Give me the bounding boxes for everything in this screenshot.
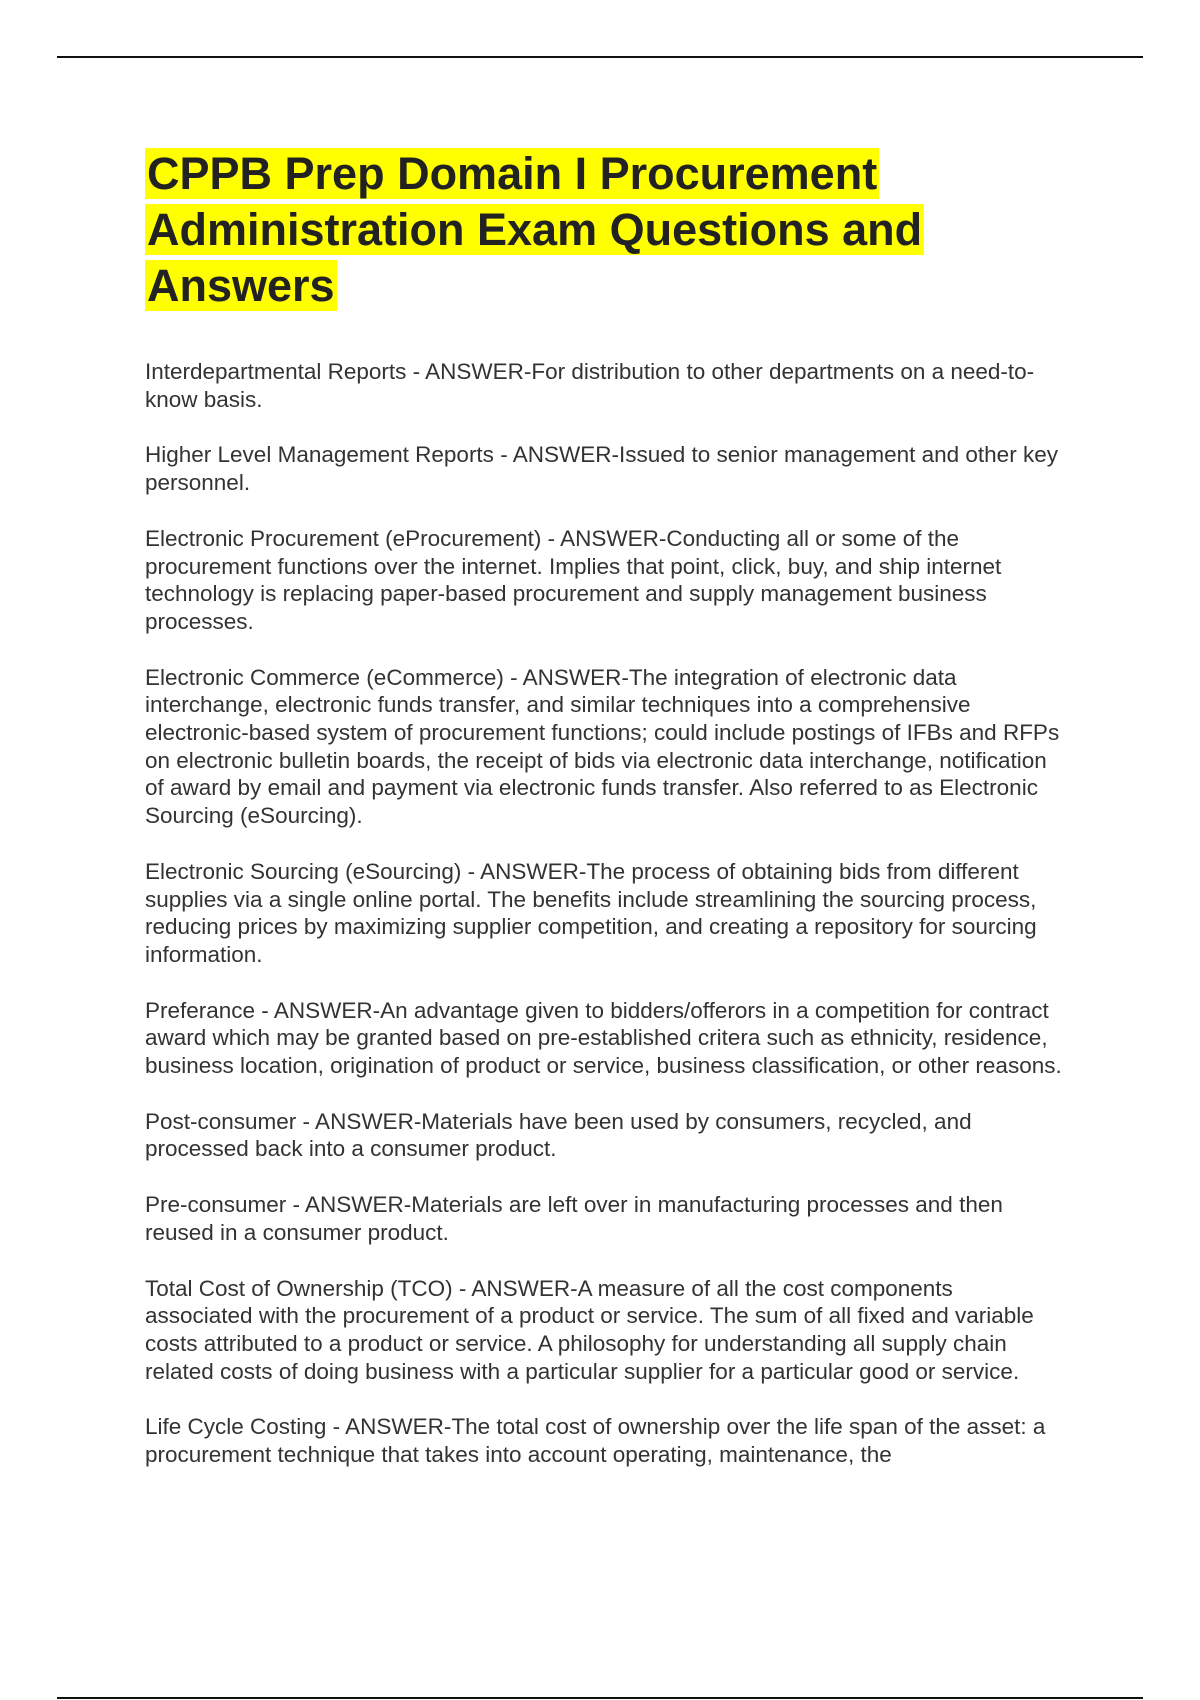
qa-list [145, 358, 1065, 1497]
qa-entry-ecommerce: Electronic Commerce (eCommerce) - ANSWER-The integration of electronic data interchange, electronic funds transfer, and similar techniques into a comprehensive electronic-based system of procurement functions; could include postings of IFBs and RFPs on electronic bulletin boards, the receipt of bids via electronic data interchange, notification of award by email and payment via electronic funds transfer. Also referred to as Electronic Sourcing (eSourcing). [145, 664, 1060, 829]
qa-entry-eprocurement: Electronic Procurement (eProcurement) - ANSWER-Conducting all or some of the procurement functions over the internet. Implies that point, click, buy, and ship internet technology is replacing paper-based procurement and supply management business processes. [145, 525, 1002, 634]
qa-entry-life-cycle-costing: Life Cycle Costing - ANSWER-The total cost of ownership over the life span of the asset: a procurement technique that takes into account operating, maintenance, the [145, 1414, 1046, 1468]
bottom-rule [57, 1697, 1143, 1699]
document-title [145, 146, 1065, 314]
qa-entry-total-cost-of-ownership: Total Cost of Ownership (TCO) - ANSWER-A measure of all the cost components associated with the procurement of a product or service. The sum of all fixed and variable costs attributed to a product or service. A philosophy for understanding all supply chain related costs of doing business with a particular supplier for a particular good or service. [145, 1275, 1034, 1384]
qa-entry-pre-consumer: Pre-consumer - ANSWER-Materials are left over in manufacturing processes and then reused in a consumer product. [145, 1192, 1003, 1245]
qa-entry-post-consumer: Post-consumer - ANSWER-Materials have been used by consumers, recycled, and processed back into a consumer product. [145, 1108, 972, 1162]
qa-entry-esourcing: Electronic Sourcing (eSourcing) - ANSWER-The process of obtaining bids from different supplies via a single online portal. The benefits include streamlining the sourcing process, reducing prices by maximizing supplier competition, and creating a repository for sourcing information. [145, 858, 1037, 967]
qa-entry-interdepartmental-reports: Interdepartmental Reports - ANSWER-For distribution to other departments on a need-to-know basis. [145, 359, 1035, 412]
top-rule [57, 56, 1143, 58]
qa-entry-higher-level-management-reports: Higher Level Management Reports - ANSWER-Issued to senior management and other key personnel. [145, 442, 1058, 496]
qa-entry-preferance: Preferance - ANSWER-An advantage given to bidders/offerors in a competition for contract award which may be granted based on pre-established critera such as ethnicity, residence, business location, origination of product or service, business classification, or other reasons. [145, 997, 1062, 1079]
title-highlight: CPPB Prep Domain I Procurement Administration Exam Questions and Answers [147, 148, 923, 311]
